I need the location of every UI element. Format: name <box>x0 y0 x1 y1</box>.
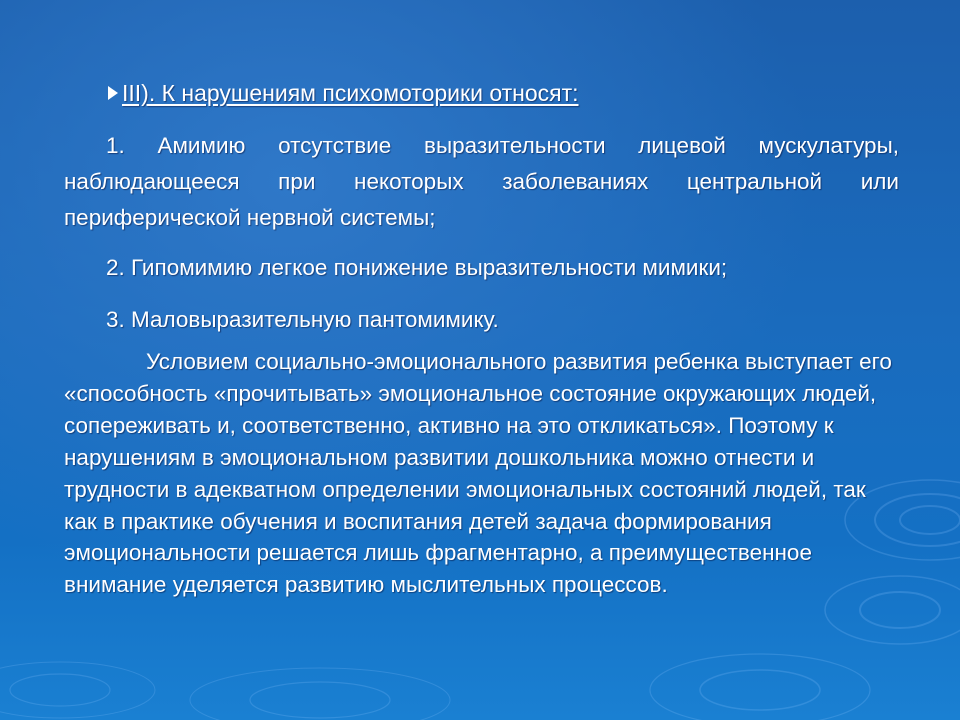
heading-text: III). К нарушениям психомоторики относят: <box>122 80 579 106</box>
slide-heading <box>108 78 579 108</box>
point-3: 3. Маловыразительную пантомимику. <box>106 307 499 332</box>
arrow-bullet-icon <box>108 86 118 100</box>
body-paragraph: Условием социально-эмоционального развития ребенка выступает его «способность «прочитывать» эмоциональное состояние окружающих людей, сопереживать и, соответственно, активно на это откликаться». Поэтому к нарушениям в эмоциональном развитии дошкольника можно отнести и трудности в адекватном определении эмоциональных состояний людей, так как в практике обучения и воспитания детей задача формирования эмоциональности решается лишь фрагментарно, а преимущественное внимание уделяется развитию мыслительных процессов. <box>64 349 892 598</box>
point-2: 2. Гипомимию легкое понижение выразительности мимики; <box>106 255 728 280</box>
point-1: 1. Амимию отсутствие выразительности лицевой мускулатуры, наблюдающееся при некоторых заболеваниях центральной или периферической нервной системы; <box>64 133 899 230</box>
